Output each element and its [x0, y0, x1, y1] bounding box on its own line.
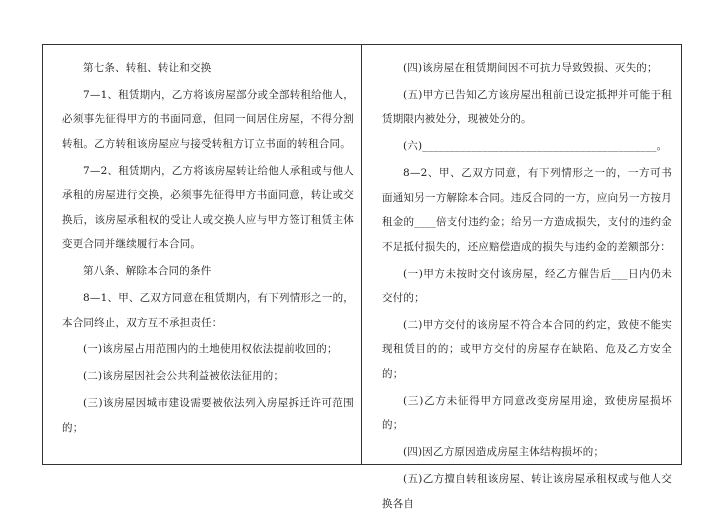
- column-divider: [361, 44, 362, 465]
- left-paragraph: 7—1、租赁期内，乙方将该房屋部分或全部转租给他人，必须事先征得甲方的书面同意，但同一间居住房屋，不得分割转租。乙方转租该房屋应与接受转租方订立书面的转租合同。: [62, 88, 354, 150]
- left-paragraph: (二)该房屋因社会公共利益被依法征用的；: [83, 370, 285, 383]
- right-paragraph: (四)因乙方原因造成房屋主体结构损坏的；: [403, 446, 605, 459]
- left-paragraph: 7—2、租赁期内，乙方将该房屋转让给他人承租或与他人承租的房屋进行交换，必须事先征得甲方书面同意，转让或交换后，该房屋承租权的受让人或交换人应与甲方签订租赁主体变更合同并继续履行本合同。: [62, 164, 354, 251]
- right-paragraph: (四)该房屋在租赁期间因不可抗力导致毁损、灭失的；: [403, 62, 658, 74]
- right-paragraph: (五)甲方已告知乙方该房屋出租前已设定抵押并可能于租赁期限内被处分，现被处分的。: [382, 88, 672, 126]
- right-paragraph: (二)甲方交付的该房屋不符合本合同的约定，致使不能实现租赁目的的；或甲方交付的房屋存在缺陷、危及乙方安全的；: [382, 318, 672, 380]
- right-paragraph: (六)___________________________________________。: [403, 140, 668, 153]
- right-paragraph: 8—2、甲、乙双方同意，有下列情形之一的，一方可书面通知另一方解除本合同。违反合同的一方，应向另一方按月租金的____倍支付违约金；给另一方造成损失，支付的违约金不足抵付损失的，还应赔偿造成的损失与违约金的差额部分：: [382, 167, 672, 253]
- right-paragraph: (一)甲方未按时交付该房屋，经乙方催告后___日内仍未交付的；: [382, 267, 672, 305]
- right-paragraph: (五)乙方擅自转租该房屋、转让该房屋承租权或与他人交换各自: [382, 473, 672, 510]
- left-paragraph: (三)该房屋因城市建设需要被依法列入房屋拆迁许可范围的；: [62, 397, 354, 434]
- right-column: [382, 56, 672, 519]
- left-column: [62, 56, 354, 443]
- left-paragraph: 第七条、转租、转让和交换: [83, 62, 212, 74]
- right-paragraph: (三)乙方未征得甲方同意改变房屋用途，致使房屋损坏的；: [382, 394, 672, 432]
- left-paragraph: (一)该房屋占用范围内的土地使用权依法提前收回的；: [83, 343, 338, 356]
- left-paragraph: 8—1、甲、乙双方同意在租赁期内，有下列情形之一的，本合同终止，双方互不承担责任：: [62, 292, 354, 329]
- left-paragraph: 第八条、解除本合同的条件: [83, 265, 212, 278]
